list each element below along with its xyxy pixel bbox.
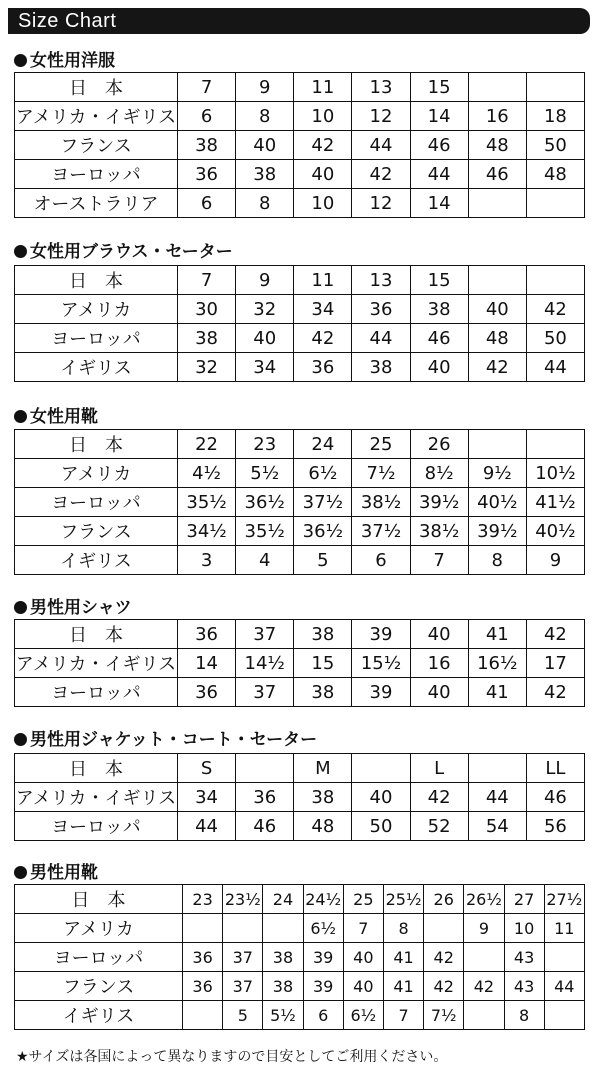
row-label: アメリカ — [15, 914, 183, 943]
row-label: 日 本 — [15, 266, 178, 295]
size-cell: 42 — [526, 620, 584, 649]
size-cell: 44 — [526, 353, 584, 382]
size-cell: 44 — [178, 812, 236, 841]
size-cell: 15½ — [352, 649, 410, 678]
size-cell: 30 — [178, 295, 236, 324]
size-cell: 5½ — [236, 459, 294, 488]
size-cell: 7 — [178, 266, 236, 295]
table-row — [15, 914, 585, 943]
size-cell: 36 — [178, 620, 236, 649]
size-cell: 8 — [236, 102, 294, 131]
row-label: 日 本 — [15, 885, 183, 914]
size-cell: 5 — [223, 1001, 263, 1030]
size-cell: 46 — [468, 160, 526, 189]
row-label: ヨーロッパ — [15, 324, 178, 353]
row-label: アメリカ — [15, 459, 178, 488]
section-title-text: 男性用シャツ — [30, 598, 132, 618]
size-cell: 38 — [236, 160, 294, 189]
size-cell: 40 — [410, 620, 468, 649]
row-label: アメリカ — [15, 295, 178, 324]
size-cell: 38½ — [352, 488, 410, 517]
size-cell: 34 — [294, 295, 352, 324]
section-title-text: 女性用ブラウス・セーター — [30, 242, 233, 262]
size-cell: 40 — [468, 295, 526, 324]
row-label: ヨーロッパ — [15, 160, 178, 189]
size-cell: 5 — [294, 546, 352, 575]
size-cell: 16 — [468, 102, 526, 131]
row-label: フランス — [15, 517, 178, 546]
size-cell: 37 — [223, 972, 263, 1001]
size-cell: 7½ — [424, 1001, 464, 1030]
table-row — [15, 972, 585, 1001]
size-cell: 42 — [294, 324, 352, 353]
womens-shoes-table — [14, 429, 585, 575]
size-cell: 41½ — [526, 488, 584, 517]
table-row — [15, 73, 585, 102]
size-cell: 41 — [383, 972, 423, 1001]
size-cell: 39 — [352, 620, 410, 649]
size-cell — [544, 943, 584, 972]
size-cell: 34½ — [178, 517, 236, 546]
mens-shoes-table — [14, 884, 585, 1030]
size-cell: 26½ — [464, 885, 504, 914]
mens-jackets-table — [14, 753, 585, 841]
mens-shirts-table — [14, 619, 585, 707]
size-chart-title: Size Chart — [18, 10, 117, 32]
size-cell: 48 — [468, 131, 526, 160]
size-cell: L — [410, 754, 468, 783]
womens-blouse-table — [14, 265, 585, 382]
size-cell: 39½ — [468, 517, 526, 546]
row-label: ヨーロッパ — [15, 678, 178, 707]
footnote: ★サイズは各国によって異なりますので目安としてご利用ください。 — [16, 1049, 448, 1065]
table-row — [15, 754, 585, 783]
size-cell: 42 — [468, 353, 526, 382]
size-cell: 27 — [504, 885, 544, 914]
size-cell: 8 — [236, 189, 294, 218]
size-cell: 40 — [236, 324, 294, 353]
size-cell: 39½ — [410, 488, 468, 517]
size-cell: 36 — [183, 943, 223, 972]
row-label: イギリス — [15, 1001, 183, 1030]
table-row — [15, 430, 585, 459]
size-cell: 16½ — [468, 649, 526, 678]
table-row — [15, 517, 585, 546]
size-cell: 15 — [410, 73, 468, 102]
size-cell: 54 — [468, 812, 526, 841]
size-cell: 9 — [236, 266, 294, 295]
row-label: フランス — [15, 131, 178, 160]
size-cell: 4 — [236, 546, 294, 575]
row-label: ヨーロッパ — [15, 943, 183, 972]
size-cell — [352, 754, 410, 783]
table-row — [15, 102, 585, 131]
size-cell: 37½ — [294, 488, 352, 517]
size-cell: 40½ — [468, 488, 526, 517]
size-cell — [468, 189, 526, 218]
size-cell: 15 — [294, 649, 352, 678]
bullet-icon — [14, 601, 27, 614]
size-cell: 8 — [383, 914, 423, 943]
table-row — [15, 295, 585, 324]
size-cell: 6 — [178, 102, 236, 131]
size-cell: 14 — [178, 649, 236, 678]
size-cell: 11 — [544, 914, 584, 943]
size-cell: 42 — [424, 972, 464, 1001]
size-cell: 42 — [464, 972, 504, 1001]
size-cell: 38½ — [410, 517, 468, 546]
size-cell: 23½ — [223, 885, 263, 914]
size-cell: 18 — [526, 102, 584, 131]
table-row — [15, 189, 585, 218]
size-cell: 34 — [236, 353, 294, 382]
table-row — [15, 943, 585, 972]
size-cell: 40 — [236, 131, 294, 160]
table-row — [15, 783, 585, 812]
size-cell — [526, 189, 584, 218]
size-cell: 40 — [294, 160, 352, 189]
size-cell: 7½ — [352, 459, 410, 488]
size-cell: 39 — [352, 678, 410, 707]
size-cell: 40 — [410, 353, 468, 382]
bullet-icon — [14, 245, 27, 258]
size-cell: 6 — [352, 546, 410, 575]
table-row — [15, 488, 585, 517]
size-cell: 12 — [352, 102, 410, 131]
size-cell: 17 — [526, 649, 584, 678]
size-cell: 50 — [526, 131, 584, 160]
size-cell — [464, 943, 504, 972]
size-cell: 38 — [294, 620, 352, 649]
size-cell: 25 — [352, 430, 410, 459]
section-title-text: 男性用ジャケット・コート・セーター — [30, 730, 318, 750]
size-chart-header — [8, 8, 590, 34]
size-cell: 34 — [178, 783, 236, 812]
size-cell: 38 — [263, 972, 303, 1001]
size-cell: 27½ — [544, 885, 584, 914]
table-row — [15, 678, 585, 707]
size-cell: 44 — [410, 160, 468, 189]
table-row — [15, 160, 585, 189]
section-title-text: 女性用靴 — [30, 407, 98, 427]
row-label: アメリカ・イギリス — [15, 649, 178, 678]
size-cell: 9 — [236, 73, 294, 102]
size-cell: 46 — [410, 324, 468, 353]
size-cell — [464, 1001, 504, 1030]
size-cell: 40 — [410, 678, 468, 707]
size-cell: 6½ — [343, 1001, 383, 1030]
size-cell: 38 — [294, 783, 352, 812]
size-cell: 37½ — [352, 517, 410, 546]
size-cell: 48 — [468, 324, 526, 353]
row-label: アメリカ・イギリス — [15, 783, 178, 812]
size-cell: 26 — [410, 430, 468, 459]
size-cell: 22 — [178, 430, 236, 459]
size-cell: 26 — [424, 885, 464, 914]
size-cell: 48 — [294, 812, 352, 841]
size-cell: M — [294, 754, 352, 783]
size-cell: 36 — [183, 972, 223, 1001]
size-cell: 42 — [424, 943, 464, 972]
size-cell — [236, 754, 294, 783]
size-cell: 40 — [343, 972, 383, 1001]
size-cell: 25½ — [383, 885, 423, 914]
size-cell — [183, 1001, 223, 1030]
size-cell: 37 — [236, 678, 294, 707]
section-title-mens-jackets — [14, 725, 317, 750]
size-cell: 46 — [410, 131, 468, 160]
row-label: オーストラリア — [15, 189, 178, 218]
size-cell: 36 — [178, 678, 236, 707]
size-cell: 44 — [352, 131, 410, 160]
womens-clothing-table — [14, 72, 585, 218]
size-cell: 35½ — [236, 517, 294, 546]
size-cell — [263, 914, 303, 943]
size-cell: 15 — [410, 266, 468, 295]
size-cell — [223, 914, 263, 943]
size-cell: 16 — [410, 649, 468, 678]
size-cell: 14½ — [236, 649, 294, 678]
row-label: 日 本 — [15, 754, 178, 783]
size-cell: 8 — [468, 546, 526, 575]
size-cell: 23 — [236, 430, 294, 459]
table-row — [15, 546, 585, 575]
section-title-text: 女性用洋服 — [30, 51, 115, 71]
size-cell: 9 — [464, 914, 504, 943]
size-cell: 38 — [178, 324, 236, 353]
size-cell: 42 — [526, 678, 584, 707]
size-cell: 7 — [410, 546, 468, 575]
size-cell: 24 — [294, 430, 352, 459]
size-cell: 24½ — [303, 885, 343, 914]
size-cell — [544, 1001, 584, 1030]
table-row — [15, 649, 585, 678]
row-label: ヨーロッパ — [15, 488, 178, 517]
section-title-womens-clothing — [14, 46, 115, 71]
size-cell: 6½ — [294, 459, 352, 488]
row-label: 日 本 — [15, 620, 178, 649]
size-cell: 36 — [236, 783, 294, 812]
table-row — [15, 1001, 585, 1030]
size-cell: 50 — [352, 812, 410, 841]
row-label: ヨーロッパ — [15, 812, 178, 841]
size-cell: 44 — [544, 972, 584, 1001]
size-cell: 32 — [178, 353, 236, 382]
table-row — [15, 459, 585, 488]
section-title-mens-shirts — [14, 593, 132, 618]
size-cell: 7 — [383, 1001, 423, 1030]
size-cell: 36½ — [236, 488, 294, 517]
size-cell: 38 — [294, 678, 352, 707]
size-cell: 43 — [504, 943, 544, 972]
row-label: 日 本 — [15, 73, 178, 102]
table-row — [15, 620, 585, 649]
size-cell: 42 — [294, 131, 352, 160]
size-cell: 25 — [343, 885, 383, 914]
size-cell: 40½ — [526, 517, 584, 546]
row-label: イギリス — [15, 546, 178, 575]
section-title-womens-shoes — [14, 402, 98, 427]
size-cell: 37 — [223, 943, 263, 972]
size-cell: 41 — [468, 620, 526, 649]
size-cell: 42 — [410, 783, 468, 812]
size-cell — [468, 73, 526, 102]
size-cell: 39 — [303, 972, 343, 1001]
bullet-icon — [14, 866, 27, 879]
size-cell: 12 — [352, 189, 410, 218]
size-cell: 42 — [526, 295, 584, 324]
size-cell: 6 — [178, 189, 236, 218]
size-cell: 13 — [352, 266, 410, 295]
size-cell — [468, 266, 526, 295]
size-cell: 37 — [236, 620, 294, 649]
size-cell: 32 — [236, 295, 294, 324]
size-cell — [526, 266, 584, 295]
size-cell: 50 — [526, 324, 584, 353]
row-label: アメリカ・イギリス — [15, 102, 178, 131]
size-cell: 41 — [383, 943, 423, 972]
size-cell: 13 — [352, 73, 410, 102]
size-cell: 9½ — [468, 459, 526, 488]
size-cell: 35½ — [178, 488, 236, 517]
size-cell: 24 — [263, 885, 303, 914]
size-cell: 4½ — [178, 459, 236, 488]
size-cell — [468, 754, 526, 783]
size-cell: LL — [526, 754, 584, 783]
size-cell: 5½ — [263, 1001, 303, 1030]
size-cell: 38 — [178, 131, 236, 160]
size-cell: 10 — [504, 914, 544, 943]
size-cell: 46 — [526, 783, 584, 812]
size-cell: 40 — [352, 783, 410, 812]
size-cell: 7 — [343, 914, 383, 943]
size-cell: 56 — [526, 812, 584, 841]
size-cell: 11 — [294, 73, 352, 102]
table-row — [15, 266, 585, 295]
size-cell — [424, 914, 464, 943]
table-row — [15, 324, 585, 353]
table-row — [15, 353, 585, 382]
row-label: 日 本 — [15, 430, 178, 459]
size-cell — [468, 430, 526, 459]
size-cell: 38 — [352, 353, 410, 382]
size-cell: 14 — [410, 189, 468, 218]
size-cell: 38 — [410, 295, 468, 324]
size-cell: 8 — [504, 1001, 544, 1030]
size-cell: 36 — [352, 295, 410, 324]
row-label: フランス — [15, 972, 183, 1001]
size-cell: 43 — [504, 972, 544, 1001]
size-cell: 52 — [410, 812, 468, 841]
size-cell: 23 — [183, 885, 223, 914]
size-cell: 6½ — [303, 914, 343, 943]
bullet-icon — [14, 733, 27, 746]
section-title-text: 男性用靴 — [30, 863, 98, 883]
size-cell: S — [178, 754, 236, 783]
size-cell: 42 — [352, 160, 410, 189]
size-cell: 36½ — [294, 517, 352, 546]
size-cell: 10 — [294, 102, 352, 131]
size-cell: 36 — [294, 353, 352, 382]
table-row — [15, 131, 585, 160]
size-cell: 8½ — [410, 459, 468, 488]
size-cell: 9 — [526, 546, 584, 575]
table-row — [15, 812, 585, 841]
size-cell: 6 — [303, 1001, 343, 1030]
bullet-icon — [14, 54, 27, 67]
section-title-mens-shoes — [14, 858, 98, 883]
size-cell: 38 — [263, 943, 303, 972]
row-label: イギリス — [15, 353, 178, 382]
size-cell — [183, 914, 223, 943]
size-cell: 3 — [178, 546, 236, 575]
table-row — [15, 885, 585, 914]
size-cell: 14 — [410, 102, 468, 131]
size-cell: 48 — [526, 160, 584, 189]
size-cell: 39 — [303, 943, 343, 972]
size-cell: 46 — [236, 812, 294, 841]
size-cell: 36 — [178, 160, 236, 189]
size-cell: 7 — [178, 73, 236, 102]
size-cell: 40 — [343, 943, 383, 972]
size-cell: 41 — [468, 678, 526, 707]
size-cell: 10½ — [526, 459, 584, 488]
size-cell — [526, 73, 584, 102]
section-title-womens-blouse — [14, 237, 233, 262]
size-cell: 44 — [468, 783, 526, 812]
bullet-icon — [14, 410, 27, 423]
size-cell: 11 — [294, 266, 352, 295]
size-cell — [526, 430, 584, 459]
size-cell: 10 — [294, 189, 352, 218]
size-cell: 44 — [352, 324, 410, 353]
